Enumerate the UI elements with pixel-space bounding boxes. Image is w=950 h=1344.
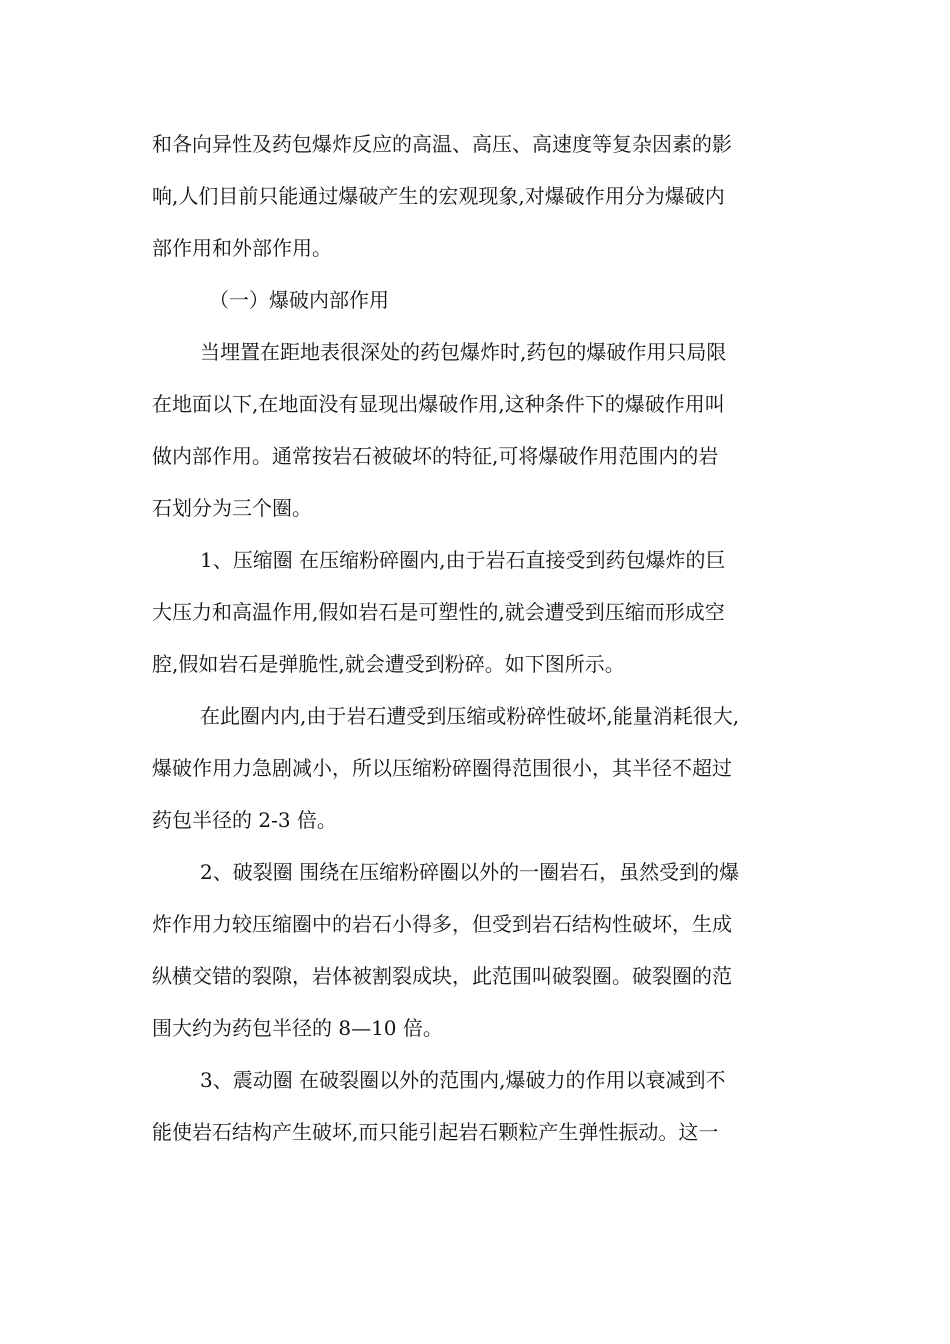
- text-line: 3、震动圈 在破裂圈以外的范围内,爆破力的作用以衰减到不: [200, 1068, 726, 1092]
- paragraph-continuation: [152, 118, 802, 274]
- text-line: 石划分为三个圈。: [152, 496, 312, 520]
- section-heading-text: （一）爆破内部作用: [209, 288, 389, 312]
- text-line: 药包半径的 2-3 倍。: [152, 808, 337, 832]
- text-line: 1、压缩圈 在压缩粉碎圈内,由于岩石直接受到药包爆炸的巨: [200, 548, 726, 572]
- paragraph-vibration-zone: [152, 1054, 802, 1158]
- text-line: 能使岩石结构产生破坏,而只能引起岩石颗粒产生弹性振动。这一: [152, 1120, 719, 1144]
- text-line: 做内部作用。通常按岩石被破坏的特征,可将爆破作用范围内的岩: [152, 444, 719, 468]
- text-line: 在此圈内内,由于岩石遭受到压缩或粉碎性破坏,能量消耗很大,: [200, 704, 740, 728]
- text-line: 和各向异性及药包爆炸反应的高温、高压、高速度等复杂因素的影: [152, 132, 732, 156]
- text-line: 爆破作用力急剧减小，所以压缩粉碎圈得范围很小，其半径不超过: [152, 756, 732, 780]
- text-line: 大压力和高温作用,假如岩石是可塑性的,就会遭受到压缩而形成空: [152, 600, 725, 624]
- paragraph-fracture-zone: [152, 846, 802, 1054]
- text-line: 炸作用力较压缩圈中的岩石小得多，但受到岩石结构性破坏，生成: [152, 912, 732, 936]
- section-heading: [152, 274, 802, 326]
- text-line: 部作用和外部作用。: [152, 236, 332, 260]
- text-line: 2、破裂圈 围绕在压缩粉碎圈以外的一圈岩石，虽然受到的爆: [200, 860, 740, 884]
- text-line: 腔,假如岩石是弹脆性,就会遭受到粉碎。如下图所示。: [152, 652, 625, 676]
- text-line: 当埋置在距地表很深处的药包爆炸时,药包的爆破作用只局限: [200, 340, 727, 364]
- text-line: 围大约为药包半径的 8—10 倍。: [152, 1016, 443, 1040]
- document-body: [152, 118, 802, 1158]
- text-line: 响,人们目前只能通过爆破产生的宏观现象,对爆破作用分为爆破内: [152, 184, 725, 208]
- text-line: 在地面以下,在地面没有显现出爆破作用,这种条件下的爆破作用叫: [152, 392, 725, 416]
- paragraph-compression-zone: [152, 534, 802, 690]
- text-line: 纵横交错的裂隙，岩体被割裂成块，此范围叫破裂圈。破裂圈的范: [152, 964, 732, 988]
- paragraph-compression-detail: [152, 690, 802, 846]
- paragraph-intro: [152, 326, 802, 534]
